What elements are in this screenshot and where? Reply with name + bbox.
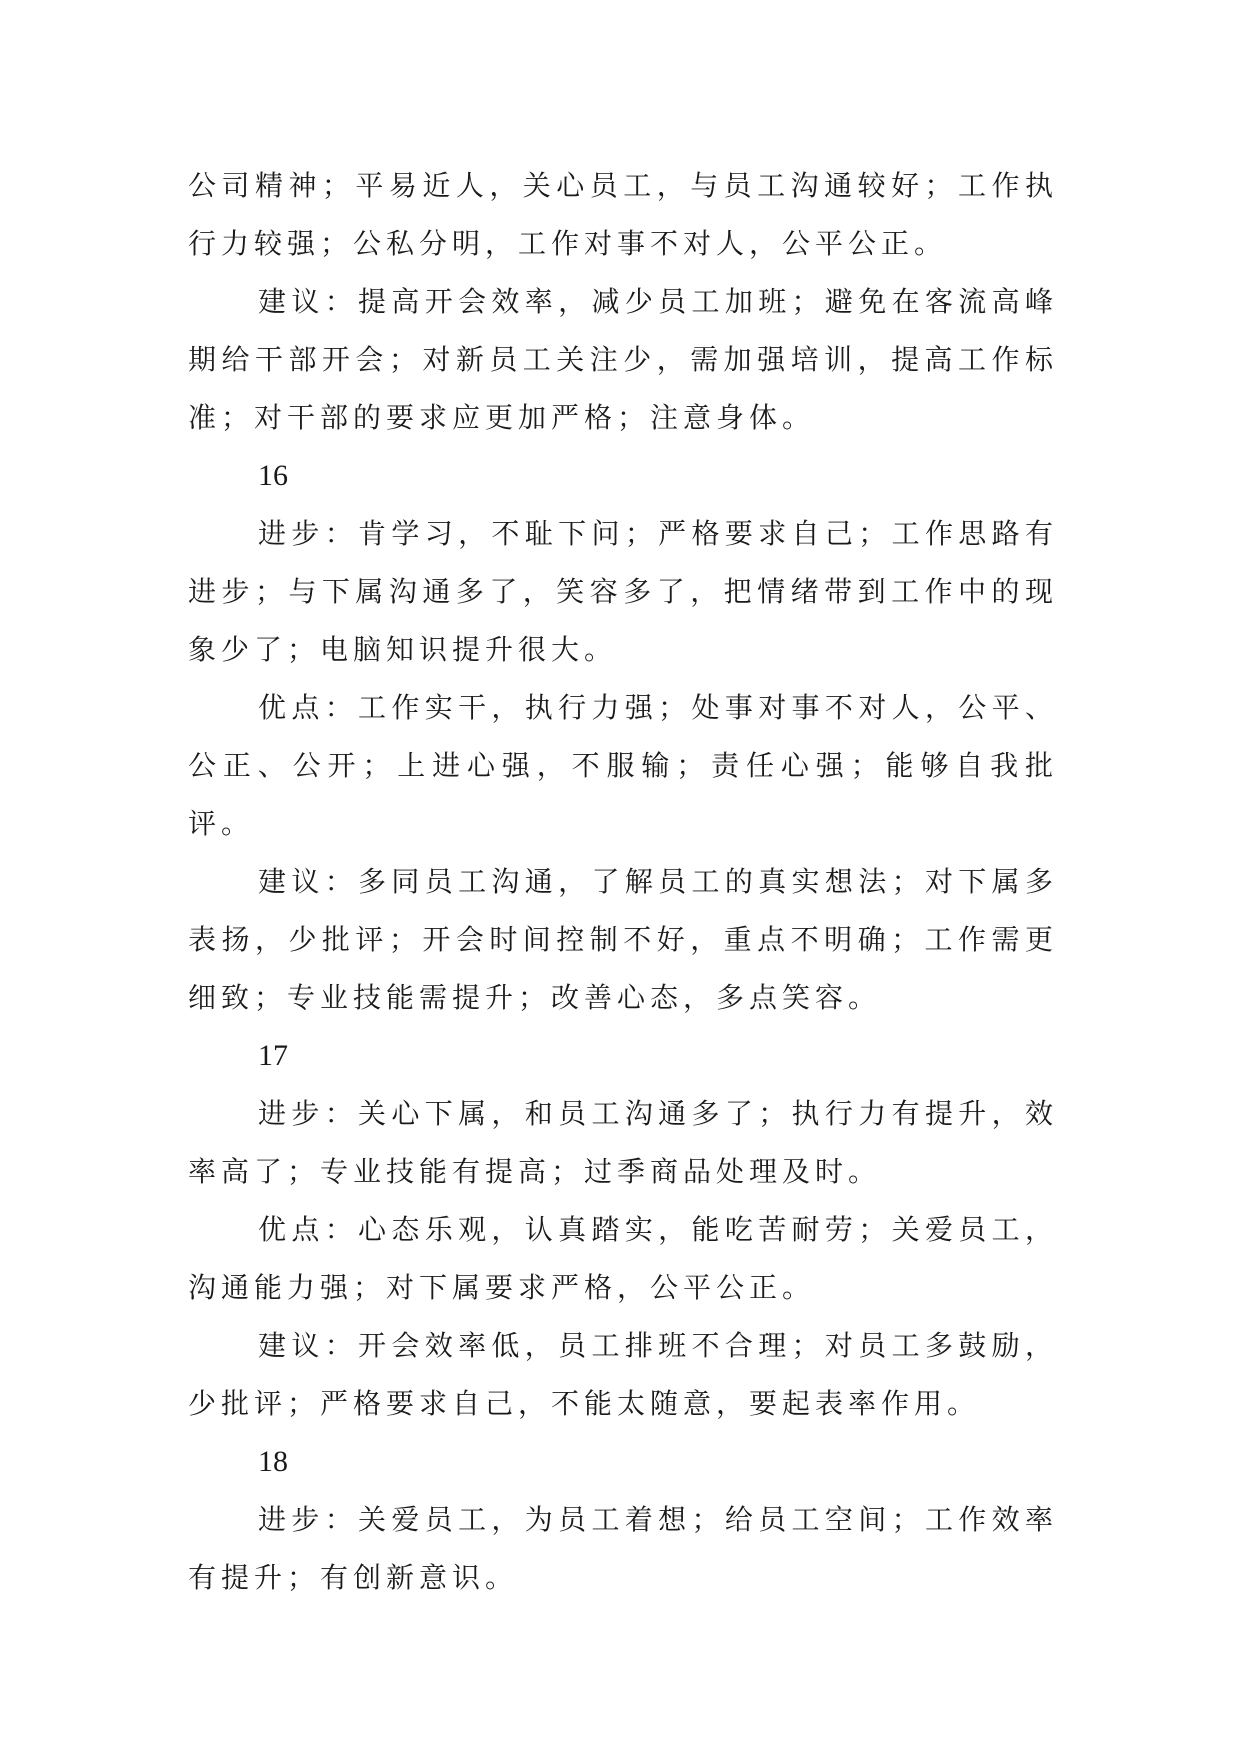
paragraph: 进步：关心下属，和员工沟通多了；执行力有提升，效率高了；专业技能有提高；过季商品处理及时。 bbox=[188, 1097, 1058, 1188]
paragraph: 进步：关爱员工，为员工着想；给员工空间；工作效率有提升；有创新意识。 bbox=[188, 1503, 1058, 1594]
paragraph: 优点：工作实干，执行力强；处事对事不对人，公平、公正、公开；上进心强，不服输；责任心强；能够自我批评。 bbox=[188, 691, 1058, 840]
paragraph: 建议：开会效率低，员工排班不合理；对员工多鼓励，少批评；严格要求自己，不能太随意，要起表率作用。 bbox=[188, 1329, 1058, 1420]
paragraph: 建议：多同员工沟通，了解员工的真实想法；对下属多表扬，少批评；开会时间控制不好，重点不明确；工作需更细致；专业技能需提升；改善心态，多点笑容。 bbox=[188, 865, 1058, 1014]
paragraph: 优点：心态乐观，认真踏实，能吃苦耐劳；关爱员工，沟通能力强；对下属要求严格，公平公正。 bbox=[188, 1213, 1058, 1304]
section-number: 17 bbox=[258, 1039, 288, 1072]
section-number: 16 bbox=[258, 459, 288, 492]
document-body bbox=[188, 157, 1058, 1607]
paragraph: 进步：肯学习，不耻下问；严格要求自己；工作思路有进步；与下属沟通多了，笑容多了，把情绪带到工作中的现象少了；电脑知识提升很大。 bbox=[188, 517, 1058, 666]
section-number: 18 bbox=[258, 1445, 288, 1478]
paragraph: 公司精神；平易近人，关心员工，与员工沟通较好；工作执行力较强；公私分明，工作对事不对人，公平公正。 bbox=[188, 169, 1058, 260]
paragraph: 建议：提高开会效率，减少员工加班；避免在客流高峰期给干部开会；对新员工关注少，需加强培训，提高工作标准；对干部的要求应更加严格；注意身体。 bbox=[188, 285, 1058, 434]
